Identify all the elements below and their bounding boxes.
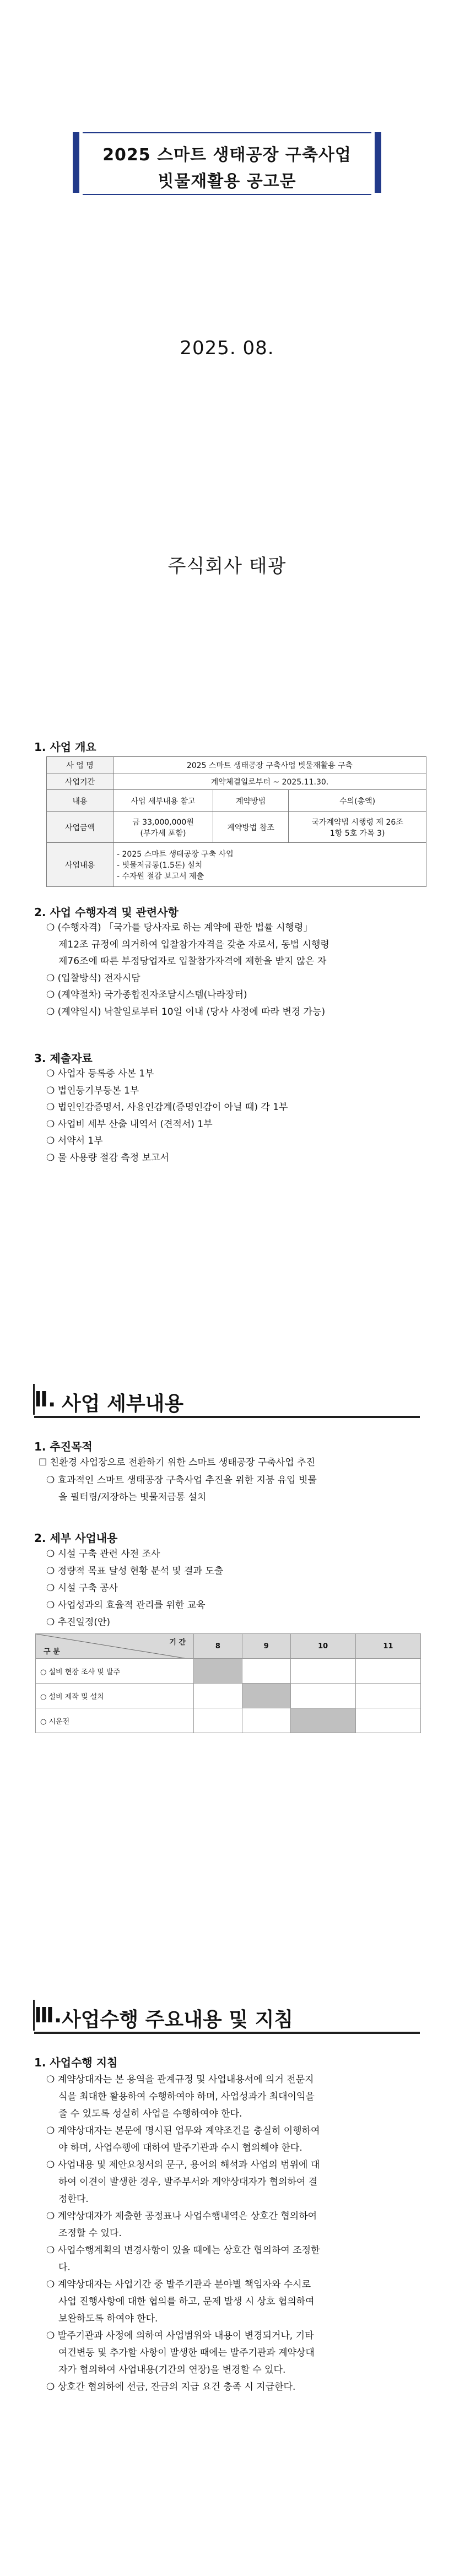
scope-item: - 2025 스마트 생태공장 구축 사업 [117, 849, 234, 859]
guideline-line: 줄 수 있도록 성실히 사업을 수행하여야 한다. [58, 2108, 242, 2119]
guideline-line: ❍ 계약상대자는 본 용역을 관계규정 및 사업내용서에 의거 전문지 [46, 2074, 314, 2085]
cover-company: 주식회사 태광 [167, 555, 287, 577]
schedule-task: ○ 설비 현장 조사 및 발주 [36, 1659, 194, 1684]
schedule-cell [194, 1659, 242, 1684]
document-item: ❍ 사업비 세부 산출 내역서 (견적서) 1부 [46, 1119, 213, 1130]
guideline-line: 사업 진행사항에 대한 협의를 하고, 문제 발생 시 상호 협의하여 [58, 2296, 315, 2307]
month-header: 9 [242, 1634, 290, 1659]
qualification-item: 제12조 규정에 의거하여 입찰참가자격을 갖춘 자로서, 동법 시행령 [58, 939, 329, 950]
scope-item: - 수자원 절감 보고서 제출 [117, 872, 204, 881]
part3-title: 사업수행 주요내용 및 지침 [62, 2009, 294, 2031]
schedule-row [36, 1659, 421, 1684]
section-heading-documents: 3. 제출자료 [34, 1052, 93, 1065]
schedule-header-corner [36, 1634, 194, 1659]
schedule-table [35, 1633, 421, 1733]
qualification-item: 제76조에 따른 부정당업자로 입찰참가자격에 제한을 받지 않은 자 [58, 956, 327, 967]
guideline-line: 자가 협의하여 사업내용(기간의 연장)을 변경할 수 있다. [58, 2364, 286, 2375]
cover-date: 2025. 08. [180, 337, 274, 359]
schedule-row [36, 1708, 421, 1733]
schedule-cell [355, 1659, 420, 1684]
amount-line-2: (부가세 포함) [140, 829, 186, 838]
value-amount [114, 812, 213, 843]
value-scope [114, 843, 426, 887]
guideline-line: ❍ 계약상대자는 사업기간 중 발주기관과 분야별 책임자와 수시로 [46, 2279, 311, 2290]
part2-roman: Ⅱ. [34, 1387, 56, 1411]
part3-underline [34, 2032, 420, 2034]
detail-item: ❍ 정량적 목표 달성 현황 분석 및 결과 도출 [46, 1566, 224, 1577]
section-heading-qualification: 2. 사업 수행자격 및 관련사항 [34, 906, 179, 919]
document-item: ❍ 물 사용량 절감 측정 보고서 [46, 1152, 169, 1163]
value-method: 계약방법 참조 [213, 812, 289, 843]
value-name: 2025 스마트 생태공장 구축사업 빗물재활용 구축 [114, 757, 426, 773]
guideline-line: 야 하며, 사업수행에 대하여 발주기관과 수시 협의해야 한다. [58, 2142, 302, 2153]
month-header: 11 [355, 1634, 420, 1659]
part3-roman: Ⅲ. [34, 2003, 62, 2027]
value-bid-type: 수의(총액) [289, 790, 426, 812]
schedule-cell [290, 1684, 355, 1708]
detail-item: ❍ 시설 구축 공사 [46, 1583, 118, 1594]
schedule-cell [290, 1659, 355, 1684]
law-line-2: 1항 5호 가목 3) [329, 829, 385, 838]
title-right-bar [375, 132, 381, 193]
part2-heading [34, 1384, 420, 1417]
schedule-task-label: 구 분 [44, 1648, 60, 1656]
schedule-cell [194, 1708, 242, 1733]
guideline-line: 보완하도록 하여야 한다. [58, 2313, 158, 2324]
schedule-row [36, 1684, 421, 1708]
guideline-line: 다. [58, 2262, 71, 2273]
purpose-line: 을 필터링/저장하는 빗물저금통 설치 [58, 1492, 207, 1503]
schedule-cell [355, 1708, 420, 1733]
document-title-box [83, 132, 371, 195]
schedule-cell [242, 1708, 290, 1733]
guideline-line: 여건변동 및 추가할 사항이 발생한 때에는 발주기관과 계약상대 [58, 2347, 315, 2358]
schedule-cell [355, 1684, 420, 1708]
qualification-item: ❍ (계약절차) 국가종합전자조달시스템(나라장터) [46, 989, 247, 1000]
part2-title: 사업 세부내용 [62, 1393, 184, 1415]
scope-item: - 빗물저금통(1.5톤) 설치 [117, 861, 203, 870]
part2-purpose-heading: 1. 추진목적 [34, 1440, 93, 1453]
guideline-line: 조정할 수 있다. [58, 2228, 122, 2239]
overview-table [46, 756, 426, 887]
label-name: 사 업 명 [47, 757, 114, 773]
value-law [289, 812, 426, 843]
label-period: 사업기간 [47, 773, 114, 790]
part2-details-heading: 2. 세부 사업내용 [34, 1531, 118, 1545]
month-header: 8 [194, 1634, 242, 1659]
value-period: 계약체결일로부터 ~ 2025.11.30. [114, 773, 426, 790]
guideline-line: 식을 최대한 활용하여 수행하여야 하며, 사업성과가 최대이익을 [58, 2091, 315, 2102]
guideline-line: 하여 이견이 발생한 경우, 발주부서와 계약상대자가 협의하여 결 [58, 2177, 318, 2188]
month-header: 10 [290, 1634, 355, 1659]
title-line-1: 2025 스마트 생태공장 구축사업 [102, 145, 352, 165]
detail-item: ❍ 시설 구축 관련 사전 조사 [46, 1549, 160, 1560]
schedule-cell [242, 1659, 290, 1684]
value-content: 사업 세부내용 참고 [114, 790, 213, 812]
schedule-period-label: 기 간 [169, 1638, 186, 1647]
guideline-line: ❍ 발주기관과 사정에 의하여 사업범위와 내용이 변경되거나, 기타 [46, 2330, 314, 2341]
guideline-line: ❍ 사업수행계획의 변경사항이 있을 때에는 상호간 협의하여 조정한 [46, 2245, 320, 2256]
schedule-task: ○ 시운전 [36, 1708, 194, 1733]
purpose-line: ❍ 효과적인 스마트 생태공장 구축사업 추진을 위한 지붕 유입 빗물 [46, 1475, 317, 1486]
schedule-cell [242, 1684, 290, 1708]
label-amount: 사업금액 [47, 812, 114, 843]
guideline-line: 정한다. [58, 2194, 89, 2205]
document-item: ❍ 서약서 1부 [46, 1135, 103, 1146]
detail-item: ❍ 사업성과의 효율적 관리를 위한 교육 [46, 1600, 206, 1611]
part3-guideline-heading: 1. 사업수행 지침 [34, 2056, 118, 2069]
qualification-item: ❍ (입찰방식) 전자시담 [46, 973, 140, 984]
label-method: 계약방법 [213, 790, 289, 812]
section-heading-overview: 1. 사업 개요 [34, 740, 96, 754]
part2-underline [34, 1416, 420, 1418]
amount-line-1: 금 33,000,000원 [132, 818, 194, 827]
guideline-line: ❍ 사업내용 및 제안요청서의 문구, 용어의 해석과 사업의 범위에 대 [46, 2160, 320, 2171]
guideline-line: ❍ 상호간 협의하에 선금, 잔금의 지급 요건 충족 시 지급한다. [46, 2382, 296, 2393]
schedule-cell [194, 1684, 242, 1708]
document-item: ❍ 법인인감증명서, 사용인감계(증명인감이 아닐 때) 각 1부 [46, 1102, 288, 1113]
document-item: ❍ 사업자 등록증 사본 1부 [46, 1068, 154, 1079]
detail-item: ❍ 추진일정(안) [46, 1617, 111, 1628]
document-item: ❍ 법인등기부등본 1부 [46, 1085, 139, 1096]
schedule-cell [290, 1708, 355, 1733]
law-line-1: 국가계약법 시행령 제 26조 [311, 818, 403, 827]
label-content: 내용 [47, 790, 114, 812]
guideline-line: ❍ 계약상대자가 제출한 공정표나 사업수행내역은 상호간 협의하여 [46, 2211, 317, 2222]
title-line-2: 빗물재활용 공고문 [158, 172, 296, 191]
part3-heading [34, 2000, 420, 2033]
qualification-item: ❍ (계약일시) 낙찰일로부터 10일 이내 (당사 사정에 따라 변경 가능) [46, 1006, 326, 1018]
schedule-task: ○ 설비 제작 및 설치 [36, 1684, 194, 1708]
guideline-line: ❍ 계약상대자는 본문에 명시된 업무와 계약조건을 충실히 이행하여 [46, 2125, 320, 2136]
qualification-item: ❍ (수행자격) 「국가를 당사자로 하는 계약에 관한 법률 시행령」 [46, 922, 313, 933]
title-left-bar [73, 132, 79, 193]
label-scope: 사업내용 [47, 843, 114, 887]
purpose-line: ☐ 친환경 사업장으로 전환하기 위한 스마트 생태공장 구축사업 추진 [39, 1457, 315, 1468]
